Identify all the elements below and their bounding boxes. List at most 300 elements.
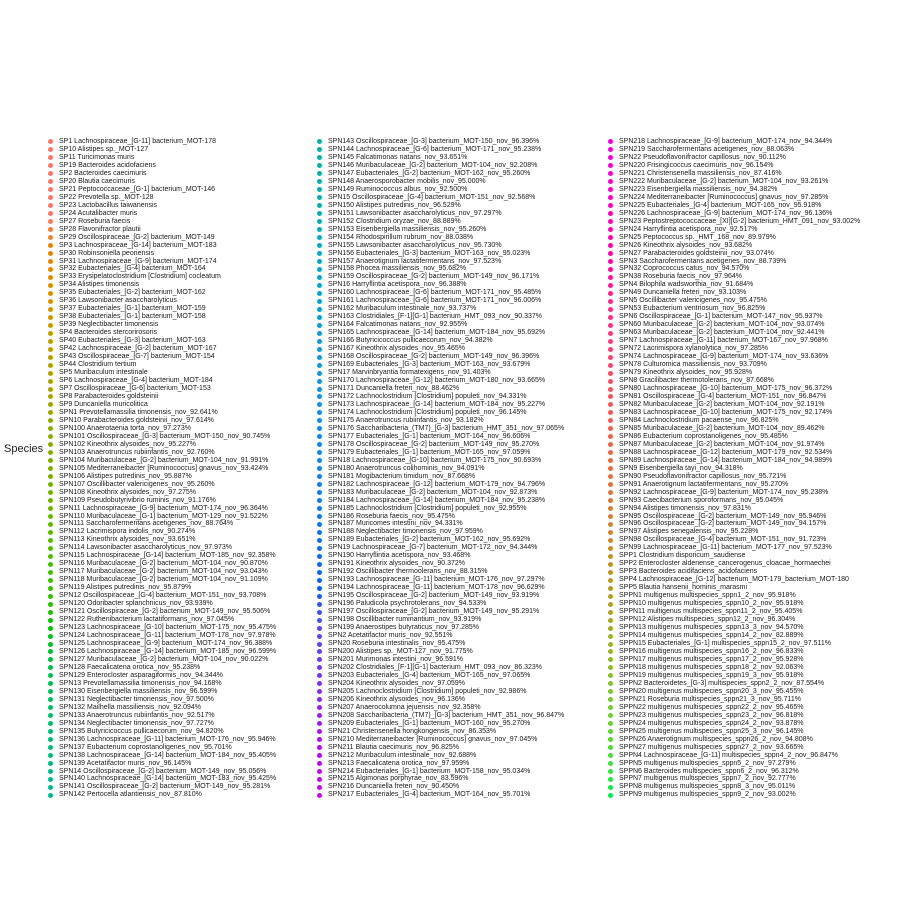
legend-swatch (317, 275, 322, 280)
legend-label: SPPN22 multigenus multispecies_sppn22_2_nov_95.465% (619, 703, 804, 711)
legend-item (48, 353, 276, 361)
legend-label: SPN107 Oscillibacter valericigenes_nov_95.260% (59, 480, 215, 488)
legend-swatch (317, 363, 322, 368)
legend-label: SPPN27 multigenus multispecies_sppn27_2_nov_93.665% (619, 743, 804, 751)
legend-item (608, 305, 860, 313)
legend-label: SPPN21 Roseburia multispecies_sppn21_3_nov_95.711% (619, 695, 801, 703)
legend-label: SPN101 Oscillospiraceae_[G-3] bacterium_MOT-150_nov_90.745% (59, 432, 271, 440)
legend-swatch (48, 203, 53, 208)
legend-item (48, 704, 276, 712)
legend-item (608, 242, 860, 250)
legend-item (317, 600, 564, 608)
legend-item (317, 170, 564, 178)
legend-item (317, 736, 564, 744)
legend-swatch (608, 227, 613, 232)
legend-swatch (48, 171, 53, 176)
legend-item (317, 178, 564, 186)
legend-swatch (608, 442, 613, 447)
legend-item (317, 202, 564, 210)
legend-swatch (48, 259, 53, 264)
legend-swatch (48, 155, 53, 160)
legend-swatch (48, 283, 53, 288)
legend-swatch (48, 235, 53, 240)
legend-label: SPN83 Lachnospiraceae_[G-10] bacterium_MOT-175_nov_92.174% (619, 408, 833, 416)
legend-label: SPPN2 Bacteroidetes_[G-3] multispecies_sppn2_2_nov_87.554% (619, 679, 825, 687)
legend-label: SPN72 Lacrimispora xylanolytica_nov_97.285% (619, 345, 769, 353)
legend-swatch (48, 474, 53, 479)
legend-label: SPN127 Muribaculaceae_[G-2] bacterium_MOT-104_nov_90.022% (59, 655, 269, 663)
legend-item (48, 329, 276, 337)
legend-label: SP43 Oscillospiraceae_[G-7] bacterium_MOT-154 (59, 353, 215, 361)
legend-swatch (317, 530, 322, 535)
legend-swatch (317, 610, 322, 615)
legend-label: SPN144 Lachnospiraceae_[G-6] bacterium_MOT-171_nov_95.238% (328, 145, 542, 153)
legend-label: SPN86 Eubacterium coprostanoligenes_nov_95.485% (619, 432, 788, 440)
legend-item (317, 297, 564, 305)
legend-item (48, 377, 276, 385)
legend-label: SPN137 Eubacterium coprostanoligenes_nov_95.701% (59, 743, 232, 751)
legend-item (608, 760, 860, 768)
legend-label: SPN172 Lachnoclostridium [Clostridium] populeti_nov_94.331% (328, 392, 527, 400)
legend-item (48, 417, 276, 425)
legend-label: SP31 Lachnospiraceae_[G-9] bacterium_MOT-174 (59, 257, 217, 265)
legend-swatch (48, 729, 53, 734)
legend-label: SP11 Turicimonas muris (59, 153, 135, 161)
legend-item (48, 728, 276, 736)
legend-item (48, 425, 276, 433)
legend-label: SPN190 Harryflintia acetispora_nov_93.468% (328, 552, 471, 560)
legend-swatch (317, 347, 322, 352)
legend-label: SPN8 Gracilibacter thermotolerans_nov_87.668% (619, 377, 774, 385)
legend-item (608, 425, 860, 433)
legend-label: SPN222 Muribaculaceae_[G-2] bacterium_MOT-104_nov_93.261% (619, 177, 829, 185)
legend-swatch (608, 243, 613, 248)
legend-item (317, 409, 564, 417)
legend-item (48, 481, 276, 489)
legend-label: SPN2 Acetatifactor muris_nov_92.551% (328, 632, 453, 640)
legend-label: SPN63 Muribaculaceae_[G-2] bacterium_MOT-104_nov_92.441% (619, 329, 825, 337)
legend-label: SP30 Robinsoniella peoriensis (59, 249, 154, 257)
legend-item (317, 752, 564, 760)
legend-label: SPP4 Lachnospiraceae_[G-12] bacterium_MOT-179_bacterium_MOT-180 (619, 576, 849, 584)
legend-label: SPN90 Pseudoflavonifractor capillosus_nov_95.721% (619, 472, 787, 480)
legend-label: SPN178 Oscillospiraceae_[G-2] bacterium_MOT-149_nov_95.270% (328, 440, 540, 448)
legend-item (608, 592, 860, 600)
legend-item (317, 640, 564, 648)
legend-swatch (317, 442, 322, 447)
legend-item (48, 680, 276, 688)
legend-item (48, 768, 276, 776)
legend-swatch (48, 275, 53, 280)
legend-label: SPN159 Oscillospiraceae_[G-2] bacterium_MOT-149_nov_96.171% (328, 273, 540, 281)
legend-label: SP37 Eubacteriales_[G-1] bacterium_MOT-159 (59, 305, 206, 313)
legend-item (317, 433, 564, 441)
legend-swatch (608, 602, 613, 607)
legend-swatch (317, 490, 322, 495)
legend-swatch (608, 649, 613, 654)
legend-item (48, 528, 276, 536)
legend-swatch (317, 673, 322, 678)
legend-swatch (317, 315, 322, 320)
legend-item (608, 202, 860, 210)
legend-item (48, 337, 276, 345)
legend-label: SPN108 Kineothrix alysoides_nov_97.275% (59, 488, 196, 496)
legend-label: SPN135 Butyricicoccus pullicaecorum_nov_94.820% (59, 727, 224, 735)
legend-label: SPN95 Oscillospiraceae_[G-2] bacterium_MOT-149_nov_95.946% (619, 512, 827, 520)
legend-label: SPN212 Muribaculum intestinale_nov_92.688% (328, 751, 477, 759)
legend-label: SPN143 Oscillospiraceae_[G-3] bacterium_MOT-150_nov_96.396% (328, 137, 540, 145)
legend-label: SPN60 Muribaculaceae_[G-2] bacterium_MOT-104_nov_93.074% (619, 321, 825, 329)
legend-item (48, 752, 276, 760)
legend-item (48, 234, 276, 242)
legend-label: SPN191 Kineothrix alysoides_nov_90.372% (328, 560, 465, 568)
legend-swatch (48, 610, 53, 615)
legend-label: SPN181 Mogibacterium timidum_nov_87.668% (328, 472, 476, 480)
legend-label: SPN23 Peptostreptococcaceae_[XI][G-2] bacterium_HMT_091_nov_93.002% (619, 217, 861, 225)
legend-item (608, 449, 860, 457)
legend-swatch (317, 331, 322, 336)
legend-item (317, 313, 564, 321)
legend-swatch (48, 371, 53, 376)
legend-label: SPN216 Duncaniella freteri_nov_90.450% (328, 783, 460, 791)
legend-label: SPN119 Alistipes putredinis_nov_95.879% (59, 584, 192, 592)
legend-item (608, 552, 860, 560)
legend-label: SPN176 Saccharibacteria_(TM7)_[G-3] bacterium_HMT_351_nov_97.065% (328, 424, 565, 432)
legend-label: SPN201 Murimonas intestini_nov_96.591% (328, 655, 464, 663)
legend-swatch (608, 299, 613, 304)
legend-swatch (608, 530, 613, 535)
legend-swatch (48, 649, 53, 654)
legend-item (608, 712, 860, 720)
legend-item (48, 465, 276, 473)
legend-swatch (48, 777, 53, 782)
legend-swatch (608, 179, 613, 184)
legend-column-2 (317, 138, 564, 799)
legend-label: SPN38 Roseburia faecis_nov_97.964% (619, 273, 742, 281)
legend-item (48, 178, 276, 186)
legend-item (608, 513, 860, 521)
legend-swatch (48, 570, 53, 575)
legend-item (608, 489, 860, 497)
legend-label: SPN210 Mediterraneibacter [Ruminococcus] gnavus_nov_97.045% (328, 735, 538, 743)
legend-swatch (317, 745, 322, 750)
legend-swatch (317, 235, 322, 240)
legend-label: SPN129 Enterocloster asparagiformis_nov_94.344% (59, 671, 223, 679)
legend-swatch (608, 171, 613, 176)
legend-item (48, 736, 276, 744)
legend-swatch (317, 562, 322, 567)
legend-item (608, 417, 860, 425)
legend-swatch (48, 490, 53, 495)
legend-swatch (317, 139, 322, 144)
legend-swatch (48, 450, 53, 455)
legend-label: SPPN26 Anaerotignum multispecies_sppn26_2_nov_94.808% (619, 735, 813, 743)
legend-item (608, 568, 860, 576)
legend-swatch (317, 251, 322, 256)
legend-swatch (317, 697, 322, 702)
legend-item (608, 584, 860, 592)
legend-item (317, 608, 564, 616)
legend-item (48, 776, 276, 784)
legend-label: SPN165 Lachnospiraceae_[G-14] bacterium_MOT-184_nov_95.692% (328, 329, 546, 337)
legend-swatch (48, 514, 53, 519)
legend-swatch (317, 410, 322, 415)
legend-swatch (317, 355, 322, 360)
legend-item (48, 473, 276, 481)
legend-label: SPN32 Coprococcus catus_nov_94.570% (619, 265, 750, 273)
legend-item (48, 640, 276, 648)
legend-item (608, 752, 860, 760)
legend-swatch (608, 506, 613, 511)
legend-item (48, 266, 276, 274)
legend-label: SPN121 Oscillospiraceae_[G-2] bacterium_MOT-149_nov_95.506% (59, 608, 271, 616)
legend-item (317, 377, 564, 385)
legend-swatch (608, 291, 613, 296)
legend-swatch (317, 307, 322, 312)
legend-swatch (48, 626, 53, 631)
legend-label: SPN6 Oscillospiraceae_[G-1] bacterium_MOT-147_nov_95.937% (619, 313, 823, 321)
legend-label: SPN186 Roseburia faecis_nov_95.475% (328, 512, 455, 520)
legend-item (317, 544, 564, 552)
legend-swatch (608, 793, 613, 798)
legend-label: SPN85 Muribaculaceae_[G-2] bacterium_MOT-104_nov_89.462% (619, 424, 825, 432)
legend-label: SPN25 Peptococcus sp._HMT_168_nov_89.979% (619, 233, 776, 241)
legend-label: SPN105 Mediterraneibacter [Ruminococcus] gnavus_nov_93.424% (59, 464, 269, 472)
legend-swatch (317, 267, 322, 272)
legend-item (48, 162, 276, 170)
legend-item (608, 497, 860, 505)
legend-swatch (608, 618, 613, 623)
legend-item (48, 584, 276, 592)
legend-label: SPN24 Harryflintia acetispora_nov_92.517% (619, 225, 758, 233)
legend-label: SPN79 Kineothrix alysoides_nov_95.928% (619, 369, 753, 377)
legend-label: SPPN18 multigenus multispecies_sppn18_2_nov_92.063% (619, 663, 804, 671)
legend-label: SPPN8 multigenus multispecies_sppn8_3_nov_95.011% (619, 783, 796, 791)
legend-swatch (317, 602, 322, 607)
legend-label: SPN133 Anaerotruncus rubiinfantis_nov_92.517% (59, 711, 215, 719)
legend-item (317, 473, 564, 481)
legend-swatch (608, 665, 613, 670)
legend-item (608, 321, 860, 329)
legend-swatch (48, 227, 53, 232)
legend-item (608, 736, 860, 744)
legend-item (48, 210, 276, 218)
legend-swatch (608, 363, 613, 368)
legend-label: SPPN6 Bacteroides multispecies_sppn6_2_nov_96.312% (619, 767, 799, 775)
legend-label: SPN208 Saccharibacteria_(TM7)_[G-3] bacterium_HMT_351_nov_96.847% (328, 711, 565, 719)
legend-swatch (608, 514, 613, 519)
legend-swatch (608, 307, 613, 312)
legend-item (48, 632, 276, 640)
legend-swatch (608, 155, 613, 160)
legend-swatch (608, 594, 613, 599)
legend-item (48, 250, 276, 258)
legend-label: SPN7 Lachnospiraceae_[G-11] bacterium_MOT-167_nov_97.968% (619, 337, 828, 345)
legend-item (317, 465, 564, 473)
legend-item (608, 768, 860, 776)
legend-swatch (317, 785, 322, 790)
legend-swatch (48, 267, 53, 272)
legend-label: SPN168 Oscillospiraceae_[G-2] bacterium_MOT-149_nov_96.396% (328, 353, 540, 361)
legend-item (48, 608, 276, 616)
legend-swatch (317, 681, 322, 686)
legend-label: SPN87 Muribaculaceae_[G-2] bacterium_MOT-104_nov_91.974% (619, 440, 825, 448)
legend-label: SPN26 Kineothrix alysoides_nov_93.682% (619, 241, 753, 249)
legend-label: SPN207 Anaerocolumna jejuensis_nov_92.358% (328, 703, 481, 711)
legend-swatch (608, 626, 613, 631)
legend-swatch (48, 139, 53, 144)
legend-item (317, 305, 564, 313)
legend-label: SPN9 Eisenbergiella tayi_nov_94.318% (619, 464, 743, 472)
legend-swatch (317, 538, 322, 543)
legend-item (608, 281, 860, 289)
legend-item (608, 465, 860, 473)
legend-item (48, 505, 276, 513)
legend-item (48, 688, 276, 696)
legend-item (48, 146, 276, 154)
legend-label: SPN184 Lachnospiraceae_[G-14] bacterium_MOT-184_nov_95.238% (328, 496, 546, 504)
legend-item (317, 584, 564, 592)
legend-item (317, 720, 564, 728)
legend-item (48, 544, 276, 552)
legend-item (608, 194, 860, 202)
legend-swatch (608, 371, 613, 376)
legend-swatch (317, 179, 322, 184)
legend-swatch (608, 777, 613, 782)
legend-item (608, 234, 860, 242)
legend-swatch (48, 418, 53, 423)
legend-label: SPN187 Muricomes intestini_nov_94.331% (328, 520, 463, 528)
legend-swatch (608, 713, 613, 718)
legend-swatch (48, 697, 53, 702)
legend-item (608, 632, 860, 640)
legend-swatch (608, 434, 613, 439)
legend-label: SPN89 Lachnospiraceae_[G-14] bacterium_MOT-184_nov_94.989% (619, 456, 833, 464)
legend-swatch (317, 522, 322, 527)
legend-item (317, 576, 564, 584)
legend-item (317, 760, 564, 768)
legend-swatch (317, 689, 322, 694)
legend-swatch (608, 769, 613, 774)
legend-item (317, 704, 564, 712)
legend-label: SPN88 Lachnospiraceae_[G-12] bacterium_MOT-179_nov_92.534% (619, 448, 833, 456)
legend-item (608, 648, 860, 656)
legend-label: SPN106 Alistipes putredinis_nov_95.887% (59, 472, 192, 480)
legend-label: SPPN13 multigenus multispecies_sppn13_3_nov_94.570% (619, 624, 804, 632)
legend-label: SPN164 Falcatimonas natans_nov_92.955% (328, 321, 468, 329)
legend-item (608, 776, 860, 784)
legend-label: SP22 Prevotella sp._MOT-128 (59, 193, 154, 201)
legend-item (608, 345, 860, 353)
legend-swatch (317, 474, 322, 479)
legend-swatch (608, 673, 613, 678)
legend-label: SPN17 Marvinbryantia formatexigens_nov_91.403% (328, 369, 491, 377)
legend-swatch (608, 139, 613, 144)
legend-swatch (317, 259, 322, 264)
legend-swatch (608, 721, 613, 726)
legend-label: SPPN9 multigenus multispecies_sppn9_2_nov_93.002% (619, 791, 796, 799)
legend-swatch (48, 426, 53, 431)
legend-item (48, 186, 276, 194)
legend-item (48, 281, 276, 289)
legend-item (317, 250, 564, 258)
legend-label: SPN142 Pertocella atlantiensis_nov_87.810% (59, 791, 202, 799)
legend-label: SPN152 Clostridium oryzae_nov_88.889% (328, 217, 461, 225)
legend-item (48, 656, 276, 664)
legend-label: SPN99 Lachnospiraceae_[G-11] bacterium_MOT-177_nov_97.523% (619, 544, 832, 552)
legend-swatch (317, 514, 322, 519)
legend-label: SPN155 Lawsonibacter asaccharolyticus_nov_95.730% (328, 241, 502, 249)
legend-swatch (317, 554, 322, 559)
legend-swatch (48, 394, 53, 399)
legend-item (48, 297, 276, 305)
legend-item (317, 568, 564, 576)
legend-item (317, 513, 564, 521)
legend-item (608, 528, 860, 536)
legend-item (317, 337, 564, 345)
legend-swatch (608, 554, 613, 559)
legend-label: SPPN15 Eubacteriales_[G-1] multispecies_sppn15_2_nov_97.511% (619, 640, 831, 648)
legend-label: SPN166 Butyricicoccus pullicaecorum_nov_94.382% (328, 337, 493, 345)
legend-swatch (317, 227, 322, 232)
legend-label: SPN185 Lachnoclostridium [Clostridium] populeti_nov_92.955% (328, 504, 527, 512)
legend-item (48, 568, 276, 576)
legend-swatch (608, 562, 613, 567)
legend-item (608, 154, 860, 162)
legend-swatch (317, 299, 322, 304)
legend-label: SPN112 Lacrimispora indolis_nov_90.274% (59, 528, 196, 536)
legend-label: SPN209 Eubacteriales_[G-1] bacterium_MOT-160_nov_95.270% (328, 719, 531, 727)
legend-label: SP34 Alistipes timonensis (59, 281, 140, 289)
legend-label: SPN151 Lawsonibacter asaccharolyticus_nov_97.297% (328, 209, 502, 217)
legend-label: SPP2 Enterocloster aldenense_cancerogenus_cloacae_hormaechei (619, 560, 831, 568)
legend-label: SP8 Parabacteroides goldsteinii (59, 392, 159, 400)
legend-label: SPN148 Anaerosporobacter mobilis_nov_95.000% (328, 177, 486, 185)
legend-swatch (608, 315, 613, 320)
legend-item (317, 369, 564, 377)
legend-item (317, 664, 564, 672)
legend-item (317, 258, 564, 266)
legend-label: SPPN10 multigenus multispecies_sppn10_2_nov_95.918% (619, 600, 804, 608)
legend-label: SPN11 Lachnospiraceae_[G-9] bacterium_MOT-174_nov_96.364% (59, 504, 268, 512)
legend-label: SPPN20 multigenus multispecies_sppn20_3_nov_95.455% (619, 687, 804, 695)
legend-swatch (317, 634, 322, 639)
legend-item (317, 441, 564, 449)
legend-label: SPN217 Eubacteriales_[G-4] bacterium_MOT-164_nov_95.701% (328, 791, 531, 799)
legend-swatch (608, 689, 613, 694)
legend-swatch (608, 219, 613, 224)
legend-label: SPN18 Lachnospiraceae_[G-10] bacterium_MOT-175_nov_90.693% (328, 456, 542, 464)
legend-swatch (48, 466, 53, 471)
legend-item (317, 656, 564, 664)
legend-item (608, 521, 860, 529)
legend-swatch (608, 610, 613, 615)
legend-swatch (48, 498, 53, 503)
legend-item (608, 385, 860, 393)
legend-item (317, 791, 564, 799)
legend-label: SPN113 Kineothrix alysoides_nov_93.651% (59, 536, 196, 544)
legend-item (608, 297, 860, 305)
legend-swatch (608, 490, 613, 495)
legend-label: SPN203 Eubacteriales_[G-4] bacterium_MOT-165_nov_97.065% (328, 671, 531, 679)
legend-label: SPN5 Oscillibacter valericigenes_nov_95.475% (619, 297, 767, 305)
legend-item (608, 266, 860, 274)
legend-item (608, 162, 860, 170)
legend-label: SPN15 Oscillospiraceae_[G-4] bacterium_MOT-151_nov_92.568% (328, 193, 536, 201)
legend-label: SP23 Lactobacillus taiwanensis (59, 201, 158, 209)
legend-item (608, 720, 860, 728)
legend-swatch (48, 402, 53, 407)
